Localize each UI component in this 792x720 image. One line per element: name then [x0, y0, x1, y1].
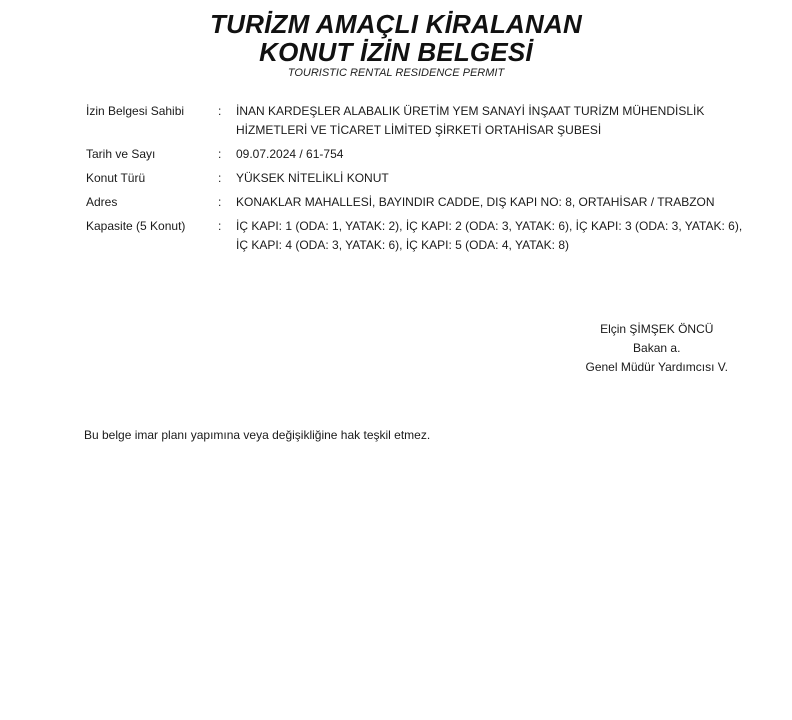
field-colon: : — [218, 104, 222, 118]
field-residence-type — [86, 169, 746, 188]
field-value: YÜKSEK NİTELİKLİ KONUT — [236, 171, 389, 185]
field-label: Tarih ve Sayı — [86, 147, 156, 161]
field-value: 09.07.2024 / 61-754 — [236, 147, 344, 161]
document-title-line-1: TURİZM AMAÇLI KİRALANAN — [210, 9, 582, 39]
document-title-line-2: KONUT İZİN BELGESİ — [259, 37, 533, 67]
field-address — [86, 193, 746, 212]
field-permit-holder — [86, 102, 746, 140]
field-capacity — [86, 217, 746, 255]
legal-notice: Bu belge imar planı yapımına veya değişikliğine hak teşkil etmez. — [84, 428, 431, 442]
field-label: İzin Belgesi Sahibi — [86, 104, 185, 118]
field-colon: : — [218, 219, 222, 233]
field-label: Kapasite (5 Konut) — [86, 219, 186, 233]
field-value: KONAKLAR MAHALLESİ, BAYINDIR CADDE, DIŞ KAPI NO: 8, ORTAHİSAR / TRABZON — [236, 195, 715, 209]
field-colon: : — [218, 171, 222, 185]
signatory-title: Genel Müdür Yardımcısı V. — [585, 360, 728, 374]
document-subtitle: TOURISTIC RENTAL RESIDENCE PERMIT — [287, 67, 505, 79]
signature-block — [585, 320, 728, 377]
field-colon: : — [218, 195, 222, 209]
field-date-number — [86, 145, 746, 164]
permit-fields — [86, 102, 746, 260]
field-label: Adres — [86, 195, 118, 209]
field-value: İÇ KAPI: 1 (ODA: 1, YATAK: 2), İÇ KAPI: 2 (ODA: 3, YATAK: 6), İÇ KAPI: 3 (ODA: 3, YATAK: 6), İÇ KAPI: 4 (ODA: 3, YATAK: 6), İÇ KAPI: 5 (ODA: 4, YATAK: 8) — [236, 219, 743, 252]
field-label: Konut Türü — [86, 171, 146, 185]
document-header — [0, 10, 792, 80]
signatory-authority: Bakan a. — [633, 341, 681, 355]
field-value: İNAN KARDEŞLER ALABALIK ÜRETİM YEM SANAYİ İNŞAAT TURİZM MÜHENDİSLİK HİZMETLERİ VE TİCARET LİMİTED ŞİRKETİ ORTAHİSAR ŞUBESİ — [236, 104, 705, 137]
field-colon: : — [218, 147, 222, 161]
signatory-name: Elçin ŞİMŞEK ÖNCÜ — [600, 322, 714, 336]
